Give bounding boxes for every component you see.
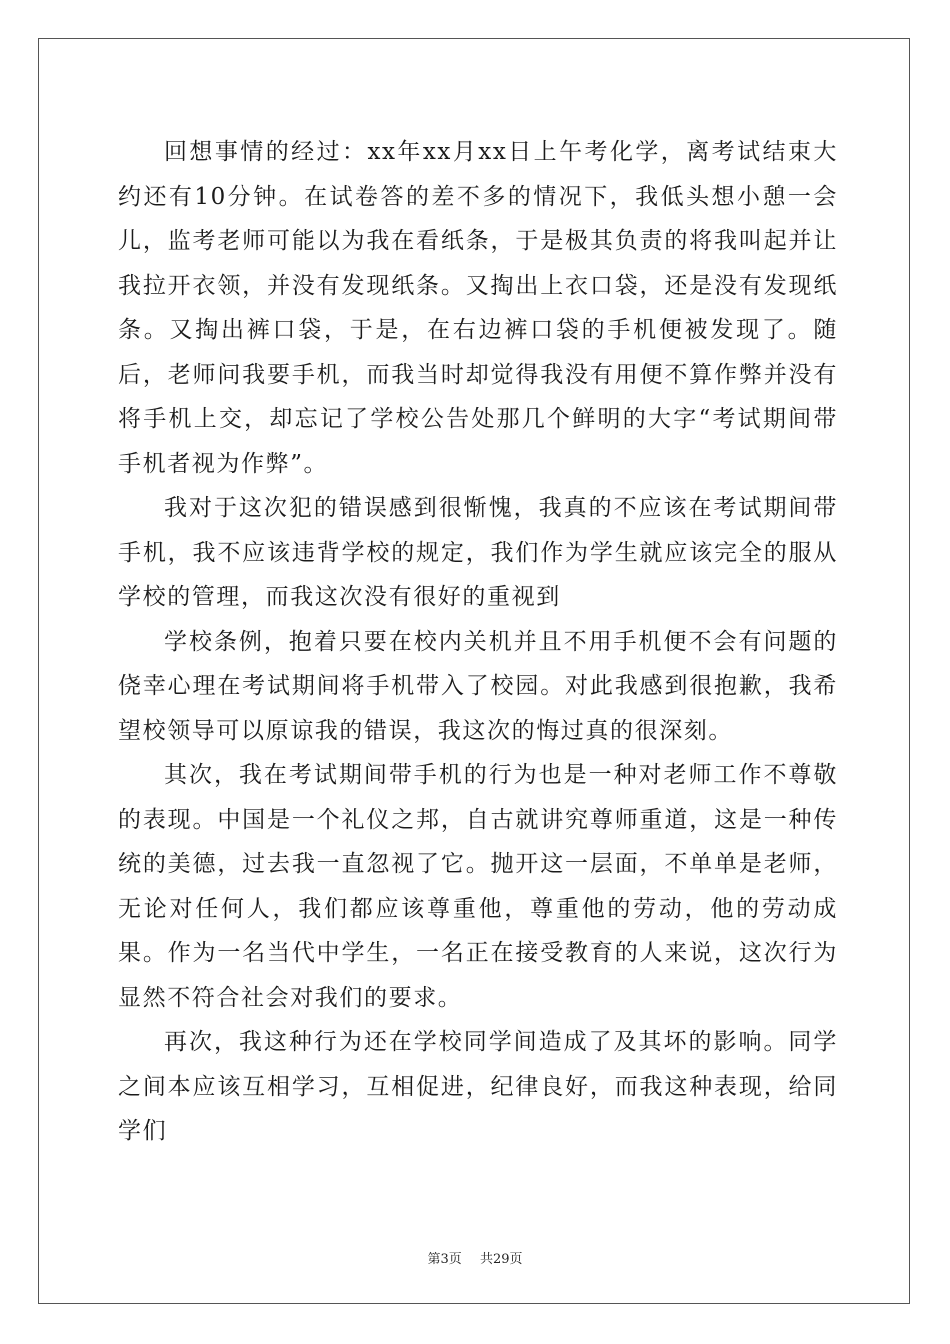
paragraph: 回想事情的经过：xx年xx月xx日上午考化学，离考试结束大约还有10分钟。在试卷答的差不多的情况下，我低头想小憩一会儿，监考老师可能以为我在看纸条，于是极其负责的将我叫起并让我拉开衣领，并没有发现纸条。又掏出上衣口袋，还是没有发现纸条。又掏出裤口袋，于是，在右边裤口袋的手机便被发现了。随后，老师问我要手机，而我当时却觉得我没有用便不算作弊并没有将手机上交，却忘记了学校公告处那几个鲜明的大字“考试期间带手机者视为作弊”。 bbox=[118, 139, 838, 477]
document-body bbox=[118, 130, 838, 1154]
paragraph: 我对于这次犯的错误感到很惭愧，我真的不应该在考试期间带手机，我不应该违背学校的规定，我们作为学生就应该完全的服从学校的管理，而我这次没有很好的重视到 bbox=[118, 495, 838, 610]
paragraph: 再次，我这种行为还在学校同学间造成了及其坏的影响。同学之间本应该互相学习，互相促进，纪律良好，而我这种表现，给同学们 bbox=[118, 1029, 838, 1144]
page-number: 第3页 bbox=[427, 1252, 462, 1267]
page-footer bbox=[0, 1248, 950, 1267]
paragraph: 学校条例，抱着只要在校内关机并且不用手机便不会有问题的侥幸心理在考试期间将手机带入了校园。对此我感到很抱歉，我希望校领导可以原谅我的错误，我这次的悔过真的很深刻。 bbox=[118, 628, 838, 744]
page-total: 共29页 bbox=[479, 1252, 523, 1267]
paragraph: 其次，我在考试期间带手机的行为也是一种对老师工作不尊敬的表现。中国是一个礼仪之邦，自古就讲究尊师重道，这是一种传统的美德，过去我一直忽视了它。抛开这一层面，不单单是老师，无论对任何人，我们都应该尊重他，尊重他的劳动，他的劳动成果。作为一名当代中学生，一名正在接受教育的人来说，这次行为显然不符合社会对我们的要求。 bbox=[118, 762, 838, 1011]
